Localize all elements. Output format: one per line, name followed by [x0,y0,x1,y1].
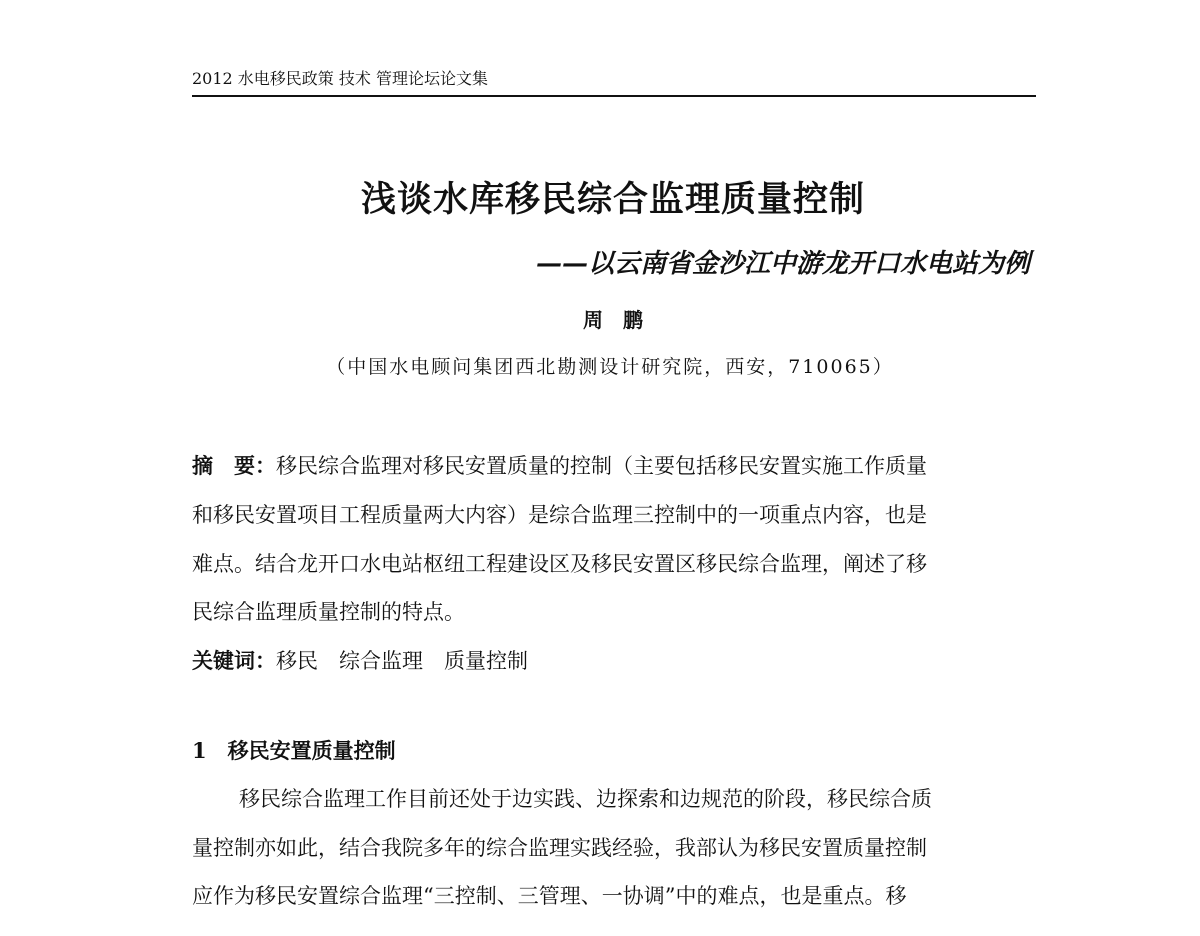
keywords-label: 关键词： [192,648,276,673]
body-paragraph-line: 量控制亦如此，结合我院多年的综合监理实践经验，我部认为移民安置质量控制 [192,836,927,860]
header-rule [192,95,1036,97]
abstract-line [192,451,927,481]
keywords-text: 移民 综合监理 质量控制 [276,649,528,673]
author-name: 周 鹏 [583,308,643,332]
abstract-text: 移民综合监理对移民安置质量的控制（主要包括移民安置实施工作质量 [276,454,927,478]
section-heading: 1 移民安置质量控制 [192,738,396,763]
body-paragraph-line: 移民综合监理工作目前还处于边实践、边探索和边规范的阶段，移民综合质 [239,787,932,811]
abstract-line: 民综合监理质量控制的特点。 [192,600,465,624]
paper-subtitle: ——以云南省金沙江中游龙开口水电站为例 [535,249,1030,279]
abstract-label: 摘 要： [192,453,276,478]
running-head: 2012 水电移民政策 技术 管理论坛论文集 [192,69,488,88]
body-paragraph-line: 应作为移民安置综合监理“三控制、三管理、一协调”中的难点，也是重点。移 [192,884,907,908]
abstract-line: 和移民安置项目工程质量两大内容）是综合监理三控制中的一项重点内容，也是 [192,503,927,527]
author-affiliation: （中国水电顾问集团西北勘测设计研究院，西安，710065） [326,356,894,378]
abstract-line: 难点。结合龙开口水电站枢纽工程建设区及移民安置区移民综合监理，阐述了移 [192,552,927,576]
paper-title: 浅谈水库移民综合监理质量控制 [360,179,865,220]
keywords-line [192,646,528,676]
